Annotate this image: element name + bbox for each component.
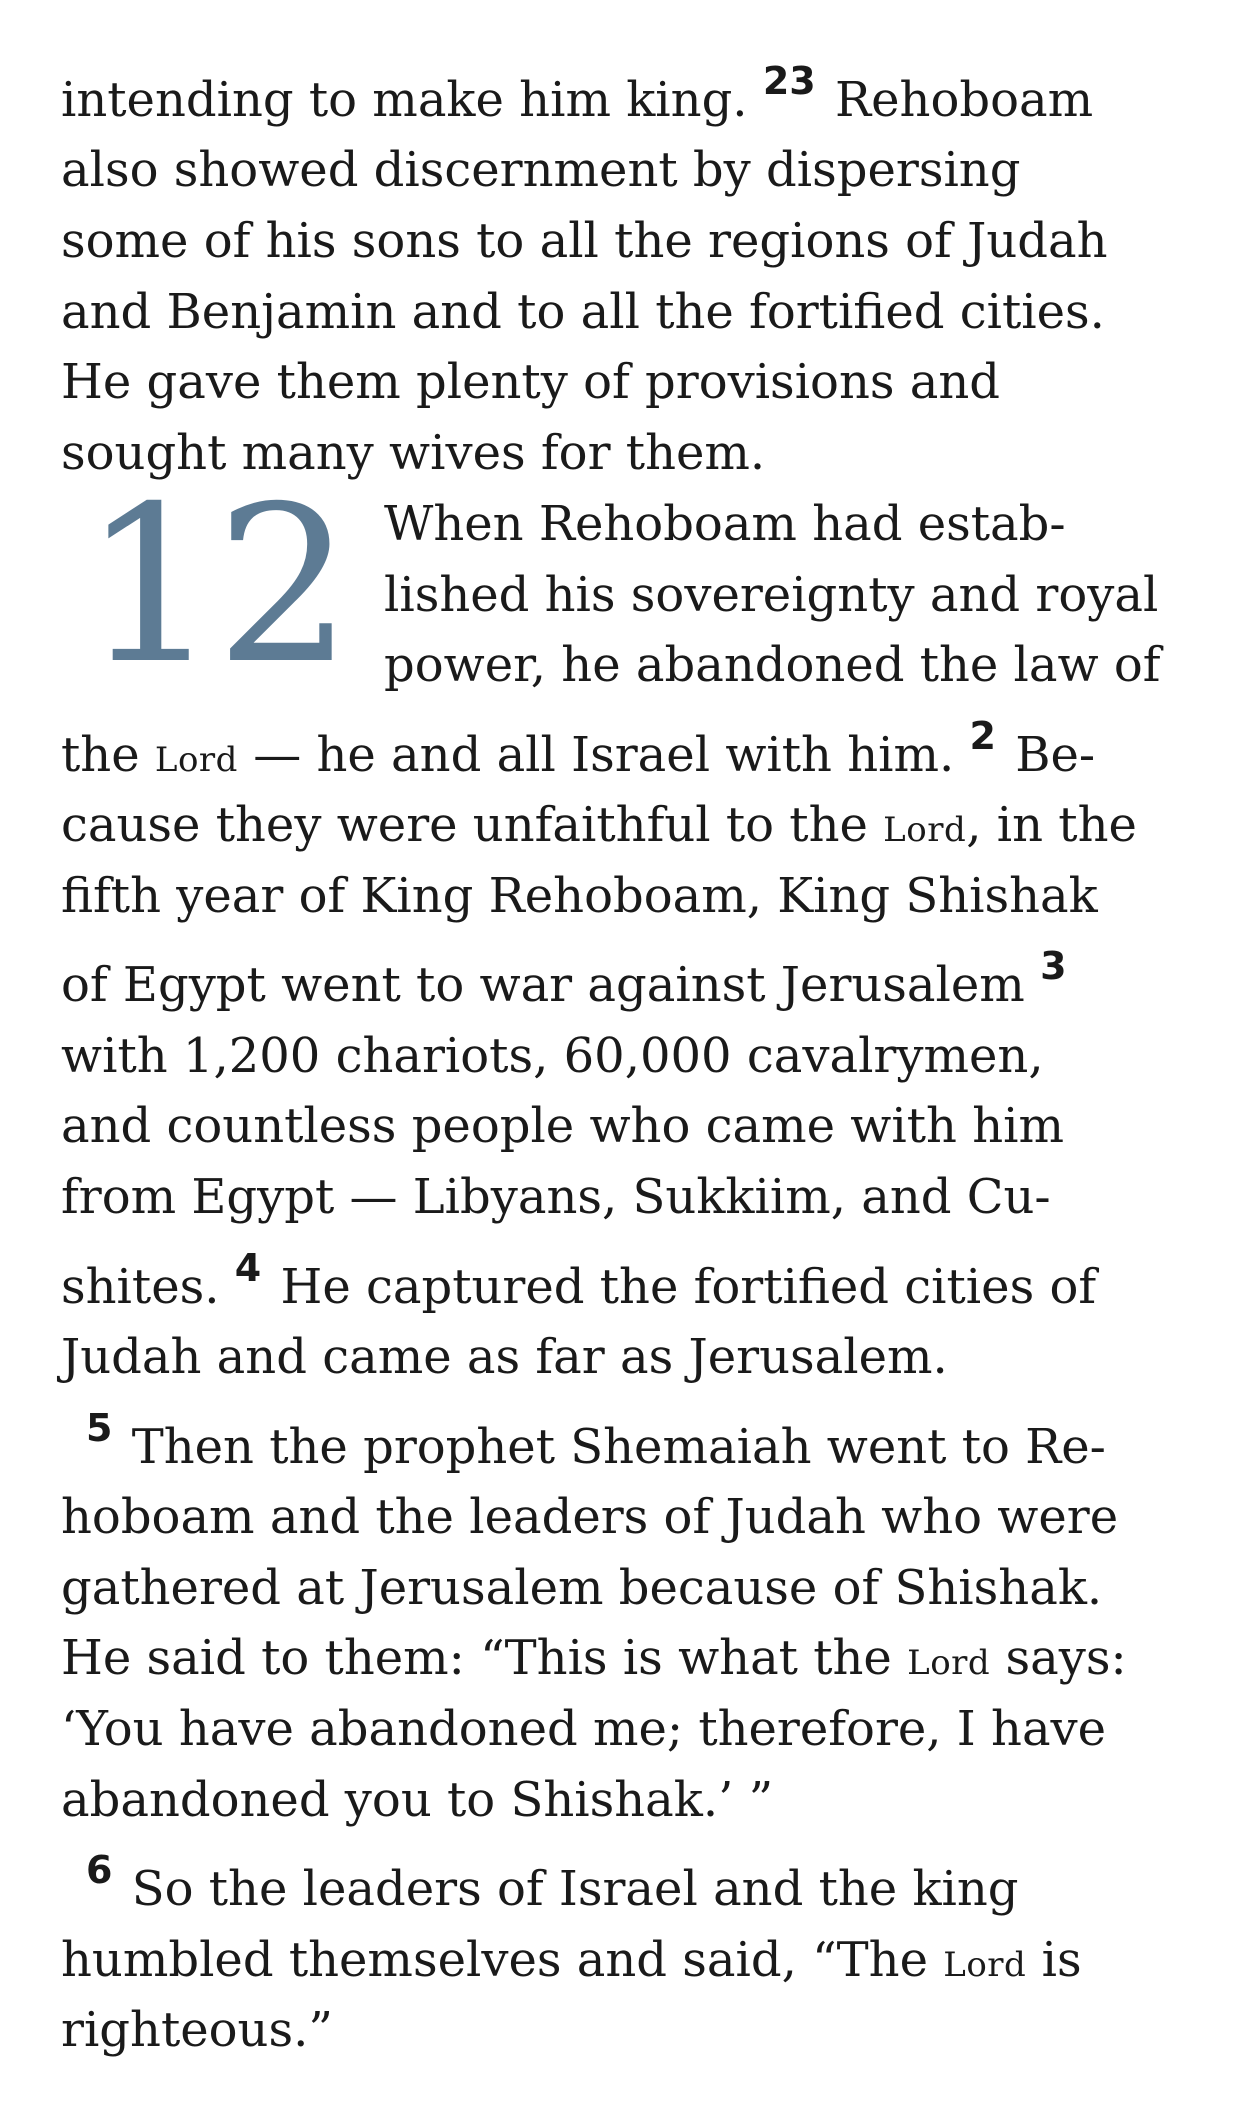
text-line: ‘You have abandoned me; therefore, I have (61, 1701, 1107, 1757)
line-text: humbled themselves and said, “The (61, 1932, 928, 1988)
text-line: fifth year of King Rehoboam, King Shishak (61, 868, 1098, 924)
text-line: He gave them plenty of provisions and (61, 354, 1000, 410)
divine-name: Lord (883, 810, 967, 850)
line-text: the (61, 727, 140, 783)
verse-number: 23 (762, 59, 816, 103)
text-line: Judah and came as far as Jerusalem. (61, 1329, 948, 1385)
text-line: and Benjamin and to all the fortified cities. (61, 284, 1105, 340)
line-text: — he and all Israel with him. (237, 727, 955, 783)
verse-number: 5 (86, 1406, 113, 1450)
line-text: He captured the fortified cities of (280, 1259, 1097, 1315)
line-text: Then the prophet Shemaiah went to Re- (131, 1419, 1106, 1475)
verse-number: 3 (1040, 944, 1067, 988)
text-line (61, 1628, 1127, 1693)
text-line: hoboam and the leaders of Judah who were (61, 1489, 1119, 1545)
text-line (61, 714, 1096, 790)
text-line: also showed discernment by dispersing (61, 142, 1021, 198)
text-line: gathered at Jerusalem because of Shishak. (61, 1560, 1103, 1616)
text-line (61, 59, 1094, 133)
text-line (61, 1246, 1097, 1320)
text-line (86, 1848, 1019, 1922)
divine-name: Lord (154, 740, 238, 780)
text-line: sought many wives for them. (61, 425, 766, 481)
line-text: , in the (966, 797, 1137, 853)
line-text: So the leaders of Israel and the king (131, 1861, 1019, 1917)
divine-name: Lord (907, 1643, 991, 1683)
text-line: When Rehoboam had estab- (384, 496, 1066, 552)
text-line: with 1,200 chariots, 60,000 cavalrymen, (61, 1028, 1044, 1084)
verse-number: 6 (86, 1848, 113, 1892)
line-text: of Egypt went to war against Jerusalem (61, 957, 1025, 1013)
line-text: cause they were unfaithful to the (61, 797, 868, 853)
text-line: power, he abandoned the law of (384, 637, 1161, 693)
verse-number: 2 (969, 714, 996, 758)
text-line (61, 795, 1137, 860)
text-line: righteous.” (61, 2002, 333, 2058)
line-text: says: (1005, 1630, 1127, 1686)
text-line: from Egypt — Libyans, Sukkiim, and Cu- (61, 1169, 1051, 1225)
line-text: Rehoboam (834, 72, 1094, 128)
text-line: and countless people who came with him (61, 1098, 1064, 1154)
divine-name: Lord (943, 1945, 1027, 1985)
text-line: some of his sons to all the regions of Judah (61, 213, 1108, 269)
line-text: shites. (61, 1259, 220, 1315)
text-line: lished his sovereignty and royal (384, 567, 1159, 623)
text-line (61, 944, 1071, 1018)
line-text: is (1041, 1932, 1082, 1988)
line-text: Be- (1015, 727, 1096, 783)
verse-number: 4 (234, 1246, 262, 1290)
chapter-number: 12 (82, 460, 349, 711)
line-text: He said to them: “This is what the (61, 1630, 892, 1686)
text-line: abandoned you to Shishak.’ ” (61, 1772, 774, 1828)
text-line (61, 1930, 1082, 1995)
line-text: intending to make him king. (61, 72, 748, 128)
text-line (86, 1406, 1106, 1480)
